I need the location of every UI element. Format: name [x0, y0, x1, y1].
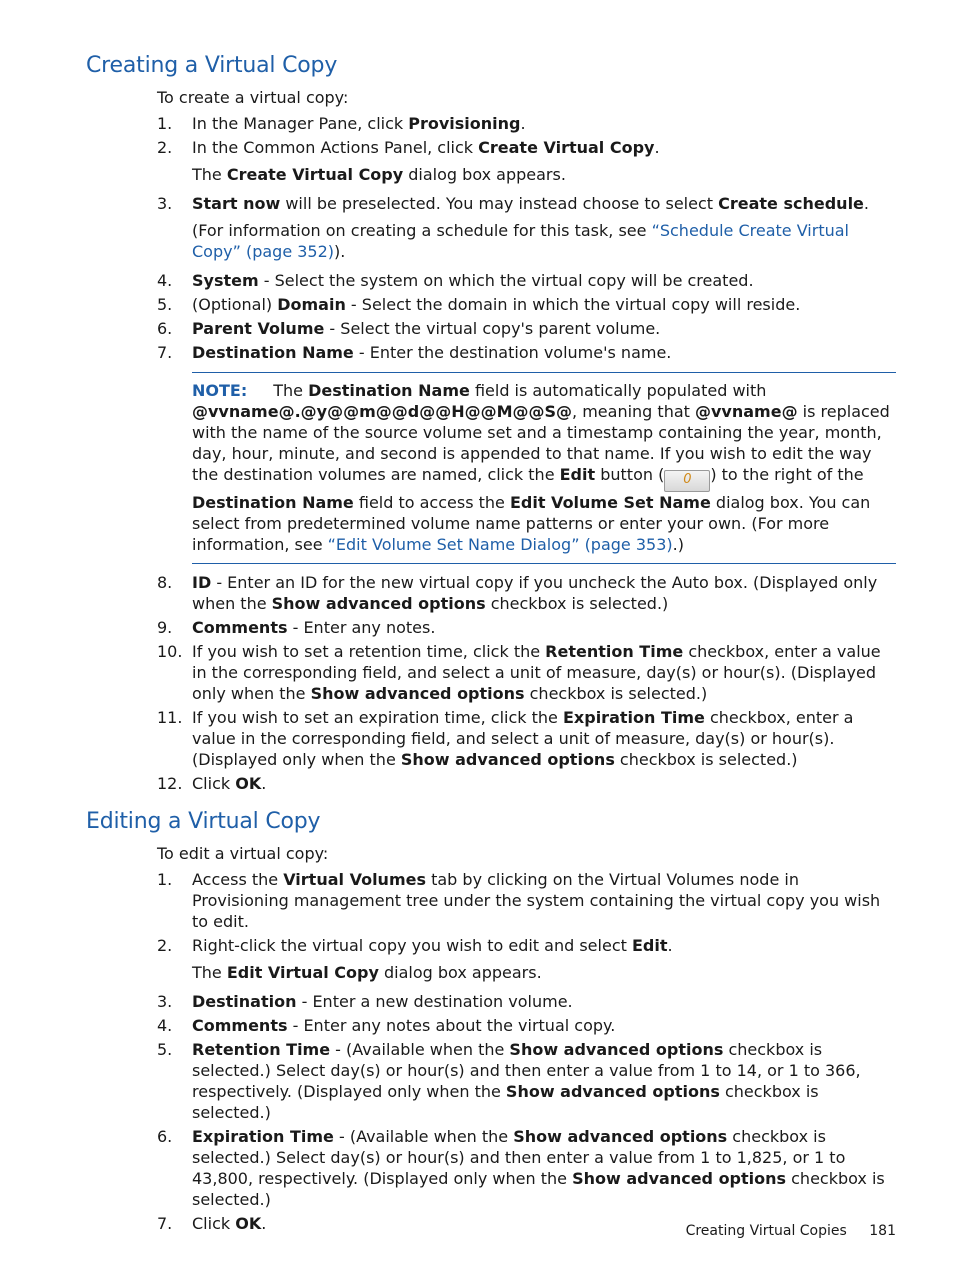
bold-term: Destination Name [192, 493, 354, 512]
list-item [0, 617, 954, 638]
text-run: dialog box appears. [378, 963, 542, 982]
bold-term: Show advanced options [310, 684, 525, 703]
bold-term: Retention Time [192, 1040, 331, 1059]
step-text [192, 641, 897, 704]
intro-creating: To create a virtual copy: [157, 88, 349, 107]
step-text [192, 193, 897, 214]
bold-term: Show advanced options [505, 1082, 720, 1101]
step-text [192, 869, 897, 932]
text-run: . [654, 138, 660, 157]
text-run: , meaning that [572, 402, 695, 421]
list-item [0, 193, 954, 214]
bold-term: ID [192, 573, 212, 592]
step-text [192, 1015, 897, 1036]
text-run: In the Common Actions Panel, click [192, 138, 479, 157]
bold-term: Start now [192, 194, 281, 213]
list-item [0, 869, 954, 932]
edit-pencil-icon: 0 [664, 470, 710, 492]
step-text [192, 1039, 897, 1123]
bold-term: Edit Virtual Copy [226, 963, 379, 982]
text-run: Click [192, 774, 236, 793]
bold-term: Show advanced options [271, 594, 486, 613]
bold-term: @vvname@.@y@@m@@d@@H@@M@@S@ [192, 402, 573, 421]
step-number: 5. [157, 1040, 173, 1059]
text-run: If you wish to set an expiration time, click the [192, 708, 563, 727]
bold-term: Show advanced options [513, 1127, 728, 1146]
list-item [0, 270, 954, 291]
step-text [192, 991, 897, 1012]
step-number: 5. [157, 295, 173, 314]
bold-term: Destination [192, 992, 297, 1011]
list-item [0, 991, 954, 1012]
bold-term: Edit Volume Set Name [509, 493, 711, 512]
list-item [0, 342, 954, 363]
step-number: 6. [157, 319, 173, 338]
bold-term: Create schedule [718, 194, 864, 213]
cross-reference-link[interactable]: “Edit Volume Set Name Dialog” (page 353) [327, 535, 673, 554]
text-run: (Optional) [192, 295, 278, 314]
bold-term: Edit [559, 465, 596, 484]
step-number: 10. [157, 642, 183, 661]
bold-term: Expiration Time [562, 708, 705, 727]
bold-term: Parent Volume [192, 319, 325, 338]
bold-term: System [192, 271, 259, 290]
text-run: The [192, 165, 227, 184]
list-item [0, 1015, 954, 1036]
bold-term: Show advanced options [509, 1040, 724, 1059]
step-number: 1. [157, 870, 173, 889]
text-run: checkbox, enter a value in the corresponding field, and select a unit of measure, day(s) or hour(s). (Displayed only when the [192, 642, 881, 703]
text-run: . [261, 774, 267, 793]
list-item [0, 935, 954, 956]
bold-term: Create Virtual Copy [226, 165, 404, 184]
step-number: 4. [157, 1016, 173, 1035]
bold-term: OK [235, 774, 262, 793]
note-box [192, 372, 896, 564]
bold-term: Comments [192, 618, 288, 637]
text-run: - (Available when the [330, 1040, 510, 1059]
text-run: . [863, 194, 869, 213]
bold-term: Virtual Volumes [283, 870, 426, 889]
bold-term: Create Virtual Copy [478, 138, 655, 157]
text-run: - Enter a new destination volume. [296, 992, 573, 1011]
text-run: checkbox, enter a value in the corresponding field, and select a unit of measure, day(s) or hour(s). (Displayed only when the [192, 708, 854, 769]
step-number: 7. [157, 1214, 173, 1233]
step-text [192, 773, 897, 794]
text-run: If you wish to set a retention time, click the [192, 642, 546, 661]
list-item [0, 641, 954, 704]
text-run: . [261, 1214, 267, 1233]
bold-term: Domain [277, 295, 346, 314]
text-run: dialog box. You can select from predetermined volume name patterns or enter your own. (For more information, see [192, 493, 871, 554]
bold-term: Expiration Time [192, 1127, 334, 1146]
step-text [192, 342, 897, 363]
text-run: - Select the virtual copy's parent volume. [324, 319, 661, 338]
text-run: Click [192, 1214, 236, 1233]
step-text [192, 707, 897, 770]
step-number: 2. [157, 936, 173, 955]
step-number: 12. [157, 774, 183, 793]
cross-reference-link[interactable]: “Schedule Create Virtual Copy” (page 352) [192, 221, 849, 261]
bold-term: Show advanced options [400, 750, 615, 769]
text-run: - Select the domain in which the virtual copy will reside. [345, 295, 801, 314]
note-label: NOTE: [192, 381, 248, 400]
bold-term: Edit [631, 936, 668, 955]
step-text [192, 270, 897, 291]
text-run: field to access the [353, 493, 510, 512]
step-number: 1. [157, 114, 173, 133]
step-subtext [192, 962, 897, 983]
text-run: checkbox is selected.) Select day(s) or hour(s) and then enter a value from 1 to 1,825, or 1 to 43,800, respectively. (Displayed only when the [192, 1127, 846, 1188]
step-text [192, 137, 897, 158]
steps-creating-1 [0, 113, 954, 366]
section-heading-creating: Creating a Virtual Copy [86, 53, 338, 78]
text-run: checkbox is selected.) [614, 750, 798, 769]
text-run: - Select the system on which the virtual copy will be created. [258, 271, 754, 290]
step-number: 3. [157, 992, 173, 1011]
text-run: - Enter an ID for the new virtual copy if you uncheck the Auto box. (Displayed only when the [192, 573, 878, 613]
page-number: 181 [869, 1223, 896, 1239]
step-text [192, 1126, 897, 1210]
list-item [0, 1126, 954, 1210]
bold-term: Retention Time [545, 642, 684, 661]
text-run: - Enter any notes. [287, 618, 436, 637]
text-run: will be preselected. You may instead choose to select [280, 194, 719, 213]
step-text [192, 617, 897, 638]
text-run: ). [334, 242, 346, 261]
steps-editing [0, 869, 954, 1237]
text-run: ) to the right of the [710, 465, 864, 484]
bold-term: OK [235, 1214, 262, 1233]
text-run: - (Available when the [333, 1127, 514, 1146]
text-run: checkbox is selected.) [524, 684, 708, 703]
text-run: .) [672, 535, 684, 554]
list-item [0, 137, 954, 158]
step-number: 9. [157, 618, 173, 637]
bold-term: Comments [192, 1016, 288, 1035]
text-run: . [667, 936, 673, 955]
list-item [0, 773, 954, 794]
text-run: checkbox is selected.) [485, 594, 669, 613]
text-run: tab by clicking on the Virtual Volumes node in Provisioning management tree under the system containing the virtual copy you wish to edit. [192, 870, 881, 931]
text-run: checkbox is selected.) [192, 1169, 885, 1209]
list-item [0, 707, 954, 770]
step-number: 3. [157, 194, 173, 213]
text-run: Access the [192, 870, 284, 889]
text-run: The [273, 381, 309, 400]
text-run: Right-click the virtual copy you wish to edit and select [192, 936, 632, 955]
bold-term: @vvname@ [695, 402, 798, 421]
step-number: 8. [157, 573, 173, 592]
text-run: (For information on creating a schedule for this task, see [192, 221, 652, 240]
step-text [192, 113, 897, 134]
bold-term: Provisioning [408, 114, 521, 133]
bold-term: Destination Name [192, 343, 354, 362]
text-run: - Enter the destination volume's name. [353, 343, 672, 362]
step-number: 6. [157, 1127, 173, 1146]
list-item [0, 572, 954, 614]
bold-term: Show advanced options [572, 1169, 787, 1188]
text-run: . [520, 114, 526, 133]
step-text [192, 318, 897, 339]
step-text [192, 294, 897, 315]
text-run: field is automatically populated with [469, 381, 767, 400]
list-item [0, 113, 954, 134]
text-run: - Enter any notes about the virtual copy. [287, 1016, 616, 1035]
list-item [0, 318, 954, 339]
text-run: In the Manager Pane, click [192, 114, 409, 133]
text-run: checkbox is selected.) [192, 1082, 819, 1122]
text-run: The [192, 963, 227, 982]
step-number: 11. [157, 708, 183, 727]
intro-editing: To edit a virtual copy: [157, 844, 329, 863]
footer-title: Creating Virtual Copies [685, 1223, 847, 1239]
text-run: button ( [595, 465, 665, 484]
step-number: 7. [157, 343, 173, 362]
step-subtext [192, 164, 897, 185]
steps-creating-2 [0, 572, 954, 797]
list-item [0, 294, 954, 315]
step-subtext [192, 220, 897, 262]
step-text [192, 572, 897, 614]
step-number: 4. [157, 271, 173, 290]
bold-term: Destination Name [308, 381, 470, 400]
step-text [192, 935, 897, 956]
step-number: 2. [157, 138, 173, 157]
text-run: checkbox is selected.) Select day(s) or hour(s) and then enter a value from 1 to 14, or 1 to 366, respectively. (Displayed only when the [192, 1040, 861, 1101]
list-item [0, 1039, 954, 1123]
text-run: dialog box appears. [403, 165, 566, 184]
text-run: is replaced with the name of the source volume set and a timestamp containing the year, month, day, hour, minute, and second is appended to that name. If you wish to edit the way the destination volumes are named, click the [192, 402, 890, 484]
page-footer [686, 1223, 896, 1239]
section-heading-editing: Editing a Virtual Copy [86, 809, 321, 834]
